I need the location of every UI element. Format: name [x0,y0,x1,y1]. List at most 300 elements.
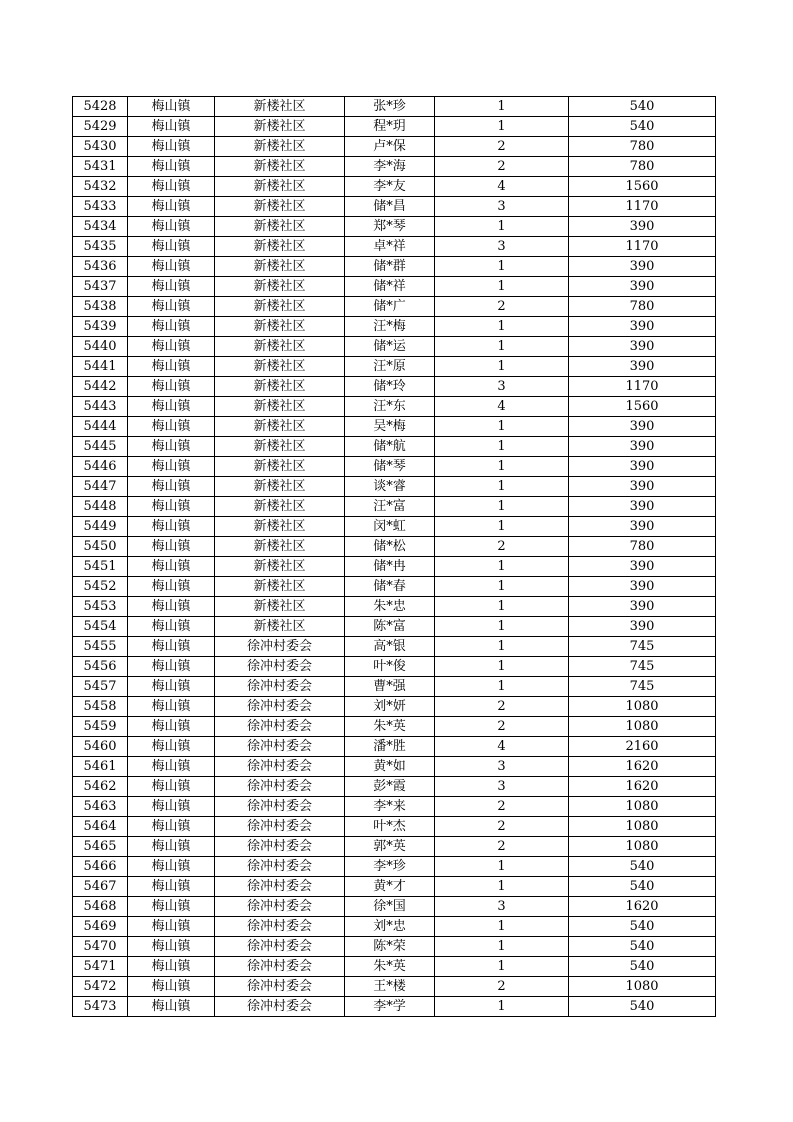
row-number-cell: 5433 [73,197,128,217]
village-cell: 新楼社区 [215,437,345,457]
name-cell: 吴*梅 [345,417,435,437]
table-row [73,217,716,237]
name-cell: 储*琴 [345,457,435,477]
town-cell: 梅山镇 [128,717,215,737]
amount-cell: 390 [569,277,716,297]
amount-cell: 2160 [569,737,716,757]
household-size-cell: 1 [435,957,569,977]
row-number-cell: 5445 [73,437,128,457]
row-number-cell: 5432 [73,177,128,197]
village-cell: 新楼社区 [215,397,345,417]
table-row [73,757,716,777]
row-number-cell: 5442 [73,377,128,397]
household-size-cell: 3 [435,197,569,217]
amount-cell: 1620 [569,777,716,797]
town-cell: 梅山镇 [128,317,215,337]
name-cell: 汪*富 [345,497,435,517]
amount-cell: 540 [569,997,716,1017]
amount-cell: 1620 [569,757,716,777]
town-cell: 梅山镇 [128,817,215,837]
name-cell: 程*玥 [345,117,435,137]
name-cell: 储*运 [345,337,435,357]
village-cell: 徐冲村委会 [215,977,345,997]
name-cell: 李*珍 [345,857,435,877]
table-row [73,957,716,977]
table-row [73,337,716,357]
village-cell: 徐冲村委会 [215,997,345,1017]
amount-cell: 390 [569,477,716,497]
name-cell: 李*来 [345,797,435,817]
amount-cell: 540 [569,97,716,117]
amount-cell: 1080 [569,717,716,737]
household-size-cell: 2 [435,837,569,857]
household-size-cell: 2 [435,697,569,717]
row-number-cell: 5434 [73,217,128,237]
table-row [73,657,716,677]
household-size-cell: 2 [435,537,569,557]
household-size-cell: 1 [435,317,569,337]
row-number-cell: 5443 [73,397,128,417]
town-cell: 梅山镇 [128,617,215,637]
table-row [73,697,716,717]
row-number-cell: 5464 [73,817,128,837]
name-cell: 高*银 [345,637,435,657]
table-row [73,717,716,737]
town-cell: 梅山镇 [128,477,215,497]
village-cell: 新楼社区 [215,557,345,577]
household-size-cell: 2 [435,717,569,737]
amount-cell: 780 [569,537,716,557]
town-cell: 梅山镇 [128,157,215,177]
row-number-cell: 5441 [73,357,128,377]
table-row [73,677,716,697]
town-cell: 梅山镇 [128,577,215,597]
amount-cell: 745 [569,637,716,657]
row-number-cell: 5431 [73,157,128,177]
name-cell: 黄*如 [345,757,435,777]
town-cell: 梅山镇 [128,217,215,237]
town-cell: 梅山镇 [128,877,215,897]
name-cell: 李*学 [345,997,435,1017]
table-row [73,237,716,257]
town-cell: 梅山镇 [128,637,215,657]
household-size-cell: 3 [435,897,569,917]
name-cell: 刘*妍 [345,697,435,717]
table-row [73,817,716,837]
village-cell: 徐冲村委会 [215,937,345,957]
household-size-cell: 1 [435,997,569,1017]
row-number-cell: 5436 [73,257,128,277]
amount-cell: 390 [569,357,716,377]
town-cell: 梅山镇 [128,937,215,957]
village-cell: 徐冲村委会 [215,717,345,737]
village-cell: 新楼社区 [215,577,345,597]
household-size-cell: 1 [435,497,569,517]
table-row [73,777,716,797]
town-cell: 梅山镇 [128,997,215,1017]
row-number-cell: 5449 [73,517,128,537]
amount-cell: 390 [569,517,716,537]
household-size-cell: 1 [435,677,569,697]
town-cell: 梅山镇 [128,557,215,577]
village-cell: 新楼社区 [215,277,345,297]
amount-cell: 1080 [569,977,716,997]
row-number-cell: 5465 [73,837,128,857]
town-cell: 梅山镇 [128,537,215,557]
amount-cell: 540 [569,957,716,977]
town-cell: 梅山镇 [128,597,215,617]
household-size-cell: 1 [435,277,569,297]
household-size-cell: 1 [435,437,569,457]
table-row [73,357,716,377]
household-size-cell: 4 [435,737,569,757]
amount-cell: 540 [569,937,716,957]
amount-cell: 390 [569,617,716,637]
amount-cell: 390 [569,317,716,337]
records-table-body [73,97,716,1017]
name-cell: 储*航 [345,437,435,457]
town-cell: 梅山镇 [128,857,215,877]
name-cell: 朱*英 [345,957,435,977]
amount-cell: 540 [569,857,716,877]
name-cell: 张*珍 [345,97,435,117]
row-number-cell: 5450 [73,537,128,557]
table-row [73,597,716,617]
amount-cell: 390 [569,597,716,617]
household-size-cell: 1 [435,337,569,357]
town-cell: 梅山镇 [128,97,215,117]
name-cell: 刘*忠 [345,917,435,937]
village-cell: 新楼社区 [215,117,345,137]
table-row [73,117,716,137]
table-row [73,177,716,197]
row-number-cell: 5437 [73,277,128,297]
amount-cell: 1080 [569,797,716,817]
village-cell: 新楼社区 [215,217,345,237]
amount-cell: 390 [569,257,716,277]
row-number-cell: 5458 [73,697,128,717]
row-number-cell: 5455 [73,637,128,657]
row-number-cell: 5460 [73,737,128,757]
name-cell: 储*群 [345,257,435,277]
household-size-cell: 1 [435,217,569,237]
town-cell: 梅山镇 [128,237,215,257]
village-cell: 新楼社区 [215,157,345,177]
village-cell: 徐冲村委会 [215,737,345,757]
village-cell: 新楼社区 [215,457,345,477]
row-number-cell: 5447 [73,477,128,497]
row-number-cell: 5452 [73,577,128,597]
row-number-cell: 5428 [73,97,128,117]
amount-cell: 390 [569,557,716,577]
town-cell: 梅山镇 [128,897,215,917]
amount-cell: 1170 [569,237,716,257]
table-row [73,997,716,1017]
table-row [73,577,716,597]
village-cell: 新楼社区 [215,497,345,517]
name-cell: 卢*保 [345,137,435,157]
row-number-cell: 5453 [73,597,128,617]
household-size-cell: 1 [435,617,569,637]
row-number-cell: 5470 [73,937,128,957]
name-cell: 陈*荣 [345,937,435,957]
town-cell: 梅山镇 [128,397,215,417]
amount-cell: 540 [569,117,716,137]
village-cell: 新楼社区 [215,357,345,377]
name-cell: 叶*杰 [345,817,435,837]
household-size-cell: 1 [435,357,569,377]
table-row [73,197,716,217]
town-cell: 梅山镇 [128,277,215,297]
records-table [72,96,716,1017]
table-row [73,377,716,397]
name-cell: 陈*富 [345,617,435,637]
row-number-cell: 5471 [73,957,128,977]
name-cell: 汪*原 [345,357,435,377]
village-cell: 新楼社区 [215,617,345,637]
table-row [73,937,716,957]
household-size-cell: 2 [435,297,569,317]
row-number-cell: 5467 [73,877,128,897]
village-cell: 新楼社区 [215,337,345,357]
row-number-cell: 5466 [73,857,128,877]
town-cell: 梅山镇 [128,657,215,677]
amount-cell: 1170 [569,377,716,397]
table-row [73,737,716,757]
household-size-cell: 2 [435,157,569,177]
village-cell: 新楼社区 [215,97,345,117]
name-cell: 朱*英 [345,717,435,737]
household-size-cell: 1 [435,657,569,677]
household-size-cell: 1 [435,937,569,957]
table-row [73,397,716,417]
amount-cell: 1560 [569,397,716,417]
table-row [73,417,716,437]
village-cell: 徐冲村委会 [215,797,345,817]
amount-cell: 390 [569,497,716,517]
village-cell: 新楼社区 [215,177,345,197]
row-number-cell: 5462 [73,777,128,797]
name-cell: 徐*国 [345,897,435,917]
village-cell: 徐冲村委会 [215,677,345,697]
row-number-cell: 5456 [73,657,128,677]
town-cell: 梅山镇 [128,377,215,397]
village-cell: 徐冲村委会 [215,697,345,717]
row-number-cell: 5461 [73,757,128,777]
village-cell: 新楼社区 [215,237,345,257]
name-cell: 储*昌 [345,197,435,217]
name-cell: 闵*虹 [345,517,435,537]
town-cell: 梅山镇 [128,757,215,777]
name-cell: 叶*俊 [345,657,435,677]
row-number-cell: 5435 [73,237,128,257]
table-row [73,517,716,537]
village-cell: 新楼社区 [215,477,345,497]
household-size-cell: 1 [435,637,569,657]
village-cell: 徐冲村委会 [215,877,345,897]
row-number-cell: 5438 [73,297,128,317]
town-cell: 梅山镇 [128,677,215,697]
amount-cell: 540 [569,877,716,897]
amount-cell: 390 [569,337,716,357]
name-cell: 汪*梅 [345,317,435,337]
household-size-cell: 1 [435,257,569,277]
village-cell: 徐冲村委会 [215,777,345,797]
village-cell: 徐冲村委会 [215,757,345,777]
name-cell: 彭*霞 [345,777,435,797]
row-number-cell: 5448 [73,497,128,517]
town-cell: 梅山镇 [128,297,215,317]
table-row [73,457,716,477]
table-row [73,297,716,317]
amount-cell: 390 [569,437,716,457]
household-size-cell: 2 [435,817,569,837]
amount-cell: 780 [569,157,716,177]
name-cell: 王*楼 [345,977,435,997]
amount-cell: 390 [569,457,716,477]
household-size-cell: 1 [435,597,569,617]
row-number-cell: 5472 [73,977,128,997]
amount-cell: 1620 [569,897,716,917]
table-row [73,537,716,557]
name-cell: 谈*睿 [345,477,435,497]
name-cell: 卓*祥 [345,237,435,257]
amount-cell: 780 [569,137,716,157]
household-size-cell: 3 [435,377,569,397]
table-row [73,157,716,177]
town-cell: 梅山镇 [128,497,215,517]
village-cell: 徐冲村委会 [215,917,345,937]
name-cell: 李*海 [345,157,435,177]
amount-cell: 1080 [569,697,716,717]
town-cell: 梅山镇 [128,437,215,457]
table-row [73,837,716,857]
village-cell: 徐冲村委会 [215,857,345,877]
row-number-cell: 5429 [73,117,128,137]
household-size-cell: 4 [435,397,569,417]
village-cell: 徐冲村委会 [215,957,345,977]
village-cell: 徐冲村委会 [215,657,345,677]
name-cell: 储*松 [345,537,435,557]
table-row [73,557,716,577]
village-cell: 徐冲村委会 [215,637,345,657]
row-number-cell: 5457 [73,677,128,697]
household-size-cell: 1 [435,457,569,477]
household-size-cell: 1 [435,917,569,937]
household-size-cell: 2 [435,797,569,817]
row-number-cell: 5444 [73,417,128,437]
household-size-cell: 1 [435,117,569,137]
village-cell: 新楼社区 [215,377,345,397]
row-number-cell: 5459 [73,717,128,737]
name-cell: 李*友 [345,177,435,197]
amount-cell: 1080 [569,837,716,857]
town-cell: 梅山镇 [128,737,215,757]
village-cell: 新楼社区 [215,297,345,317]
name-cell: 郑*琴 [345,217,435,237]
amount-cell: 540 [569,917,716,937]
household-size-cell: 1 [435,477,569,497]
row-number-cell: 5439 [73,317,128,337]
table-row [73,857,716,877]
table-row [73,977,716,997]
village-cell: 新楼社区 [215,137,345,157]
table-row [73,917,716,937]
amount-cell: 390 [569,217,716,237]
household-size-cell: 1 [435,417,569,437]
name-cell: 曹*强 [345,677,435,697]
row-number-cell: 5473 [73,997,128,1017]
name-cell: 朱*忠 [345,597,435,617]
row-number-cell: 5451 [73,557,128,577]
row-number-cell: 5469 [73,917,128,937]
town-cell: 梅山镇 [128,337,215,357]
town-cell: 梅山镇 [128,177,215,197]
household-size-cell: 1 [435,577,569,597]
row-number-cell: 5463 [73,797,128,817]
name-cell: 储*广 [345,297,435,317]
amount-cell: 1170 [569,197,716,217]
household-size-cell: 1 [435,97,569,117]
village-cell: 徐冲村委会 [215,837,345,857]
amount-cell: 745 [569,677,716,697]
town-cell: 梅山镇 [128,977,215,997]
table-row [73,97,716,117]
amount-cell: 745 [569,657,716,677]
table-row [73,617,716,637]
village-cell: 新楼社区 [215,257,345,277]
amount-cell: 1080 [569,817,716,837]
amount-cell: 390 [569,417,716,437]
name-cell: 储*冉 [345,557,435,577]
village-cell: 徐冲村委会 [215,897,345,917]
village-cell: 新楼社区 [215,197,345,217]
name-cell: 储*祥 [345,277,435,297]
town-cell: 梅山镇 [128,797,215,817]
household-size-cell: 3 [435,777,569,797]
town-cell: 梅山镇 [128,957,215,977]
town-cell: 梅山镇 [128,357,215,377]
household-size-cell: 1 [435,857,569,877]
table-row [73,277,716,297]
amount-cell: 1560 [569,177,716,197]
town-cell: 梅山镇 [128,697,215,717]
town-cell: 梅山镇 [128,137,215,157]
row-number-cell: 5468 [73,897,128,917]
household-size-cell: 1 [435,557,569,577]
name-cell: 储*玲 [345,377,435,397]
table-row [73,437,716,457]
village-cell: 徐冲村委会 [215,817,345,837]
name-cell: 潘*胜 [345,737,435,757]
village-cell: 新楼社区 [215,417,345,437]
name-cell: 黄*才 [345,877,435,897]
row-number-cell: 5440 [73,337,128,357]
name-cell: 汪*东 [345,397,435,417]
table-row [73,797,716,817]
table-row [73,497,716,517]
household-size-cell: 1 [435,517,569,537]
table-row [73,877,716,897]
household-size-cell: 2 [435,137,569,157]
name-cell: 储*春 [345,577,435,597]
row-number-cell: 5446 [73,457,128,477]
village-cell: 新楼社区 [215,517,345,537]
household-size-cell: 1 [435,877,569,897]
village-cell: 新楼社区 [215,597,345,617]
village-cell: 新楼社区 [215,317,345,337]
table-row [73,897,716,917]
